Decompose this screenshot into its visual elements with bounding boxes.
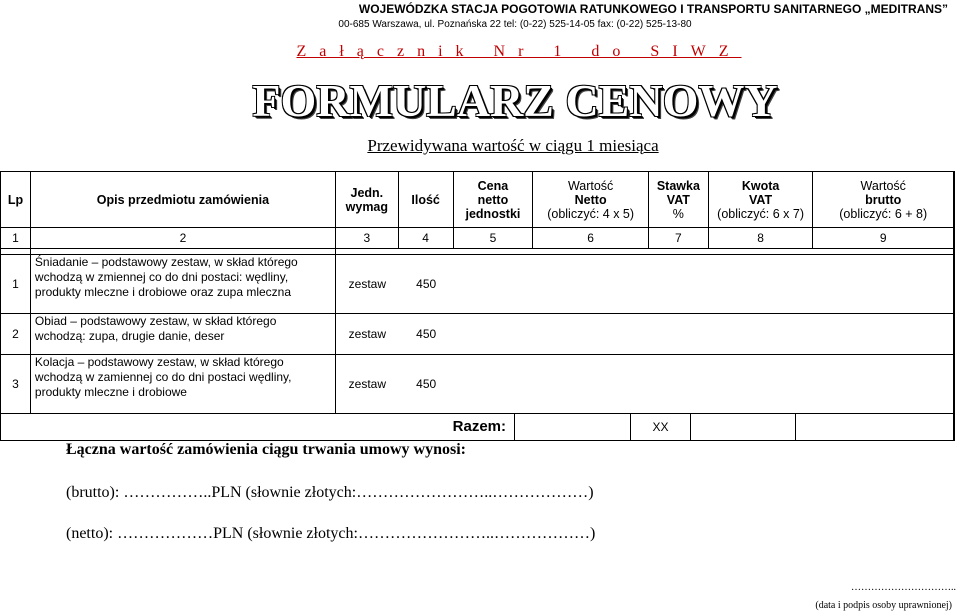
header-kwota-l3: (obliczyć: 6 x 7) — [717, 206, 805, 221]
total-value-label: Łączna wartość zamówienia ciągu trwania umowy wynosi: — [66, 441, 466, 458]
row-description — [31, 255, 336, 313]
header-wn-l1: Wartość — [567, 178, 614, 193]
spacer-cell — [454, 249, 534, 254]
header-stawka-vat — [649, 172, 709, 227]
spacer-cell — [709, 249, 814, 254]
header-wb-l2: brutto — [865, 192, 902, 207]
desc-line: Kolacja – podstawowy zestaw, w skład którego — [34, 355, 284, 369]
row-lp: 2 — [1, 314, 31, 354]
header-wartosc-netto — [533, 172, 649, 227]
header-ilosc: Ilość — [399, 172, 454, 227]
row-vat-amount-cell — [709, 355, 814, 413]
header-kwota-vat — [709, 172, 814, 227]
header-jedn-l1: Jedn. — [350, 185, 384, 200]
spacer-cell — [1, 249, 31, 254]
spacer-cell — [813, 249, 953, 254]
page-subtitle: Przewidywana wartość w ciągu 1 miesiąca — [367, 136, 659, 155]
header-lp: Lp — [1, 172, 31, 227]
col-number: 3 — [336, 228, 399, 248]
col-number: 8 — [709, 228, 814, 248]
header-cena-l1: Cena — [477, 178, 509, 193]
table-header-row — [1, 172, 953, 228]
desc-line: wchodzą: zupa, drugie danie, deser — [34, 329, 225, 343]
header-cena-l2: netto — [477, 192, 509, 207]
col-number: 5 — [454, 228, 534, 248]
header-wn-l3: (obliczyć: 4 x 5) — [547, 206, 635, 221]
header-wn-l2: Netto — [574, 192, 607, 207]
row-price-cell — [454, 314, 534, 354]
table-row — [1, 314, 953, 355]
row-description — [31, 355, 336, 413]
razem-vat-rate: XX — [631, 414, 691, 440]
row-lp: 3 — [1, 355, 31, 413]
razem-label: Razem: — [1, 414, 515, 440]
desc-line: produkty mleczne i drobiowe oraz zupa mleczna — [34, 285, 292, 299]
table-row — [1, 255, 953, 314]
table-row — [1, 355, 953, 414]
row-vat-rate-cell — [649, 355, 709, 413]
row-net-value-cell — [533, 314, 649, 354]
spacer-cell — [31, 249, 336, 254]
header-kwota-l2: VAT — [749, 192, 773, 207]
col-number: 1 — [1, 228, 31, 248]
header-cena-l3: jednostki — [465, 206, 521, 221]
row-gross-value-cell — [813, 255, 953, 313]
spacer-cell — [336, 249, 399, 254]
desc-line: produkty mleczne i drobiowe — [34, 385, 187, 399]
header-stawka-l3: % — [672, 206, 684, 221]
row-price-cell — [454, 255, 534, 313]
signature-label: (data i podpis osoby uprawnionej) — [815, 600, 952, 611]
header-wb-l3: (obliczyć: 6 + 8) — [839, 206, 928, 221]
header-cena — [454, 172, 534, 227]
row-net-value-cell — [533, 355, 649, 413]
institution-name: WOJEWÓDZKA STACJA POGOTOWIA RATUNKOWEGO I TRANSPORTU SANITARNEGO „MEDITRANS” — [358, 2, 948, 16]
col-number: 9 — [879, 231, 887, 245]
header-jedn-l2: wymag — [345, 199, 389, 214]
institution-address: 00-685 Warszawa, ul. Poznańska 22 tel: (0-22) 525-14-05 fax: (0-22) 525-13-80 — [338, 19, 692, 30]
header-opis: Opis przedmiotu zamówienia — [31, 172, 336, 227]
row-description — [31, 314, 336, 354]
header-kwota-l1: Kwota — [741, 178, 780, 193]
header-stawka-l2: VAT — [666, 192, 690, 207]
row-price-cell — [454, 355, 534, 413]
row-unit: zestaw — [348, 277, 387, 291]
row-qty: 450 — [416, 327, 437, 341]
row-gross-value-cell — [813, 314, 953, 354]
total-row — [1, 414, 953, 440]
spacer-cell — [533, 249, 649, 254]
attachment-label: Załącznik Nr 1 do SIWZ — [296, 43, 742, 60]
price-table — [0, 171, 955, 441]
row-qty: 450 — [416, 277, 437, 291]
col-number: 2 — [31, 228, 336, 248]
brutto-line: (brutto): ……………..PLN (słownie złotych:……………………..………………) — [66, 484, 594, 501]
row-unit: zestaw — [348, 327, 387, 341]
header-wb-l1: Wartość — [860, 178, 906, 193]
razem-vat-amount-cell — [691, 414, 796, 440]
row-net-value-cell — [533, 255, 649, 313]
row-unit: zestaw — [348, 377, 387, 391]
page-title: FORMULARZ CENOWY — [252, 75, 778, 126]
razem-net-cell — [515, 414, 631, 440]
header-wartosc-brutto — [813, 172, 953, 227]
row-vat-amount-cell — [709, 314, 814, 354]
column-number-row — [1, 228, 953, 249]
col-number: 4 — [399, 228, 454, 248]
netto-line: (netto): ………………PLN (słownie złotych:……………………..………………) — [66, 525, 596, 542]
desc-line: wchodzą w zmiennej co do dni postaci: wędliny, — [34, 270, 289, 284]
spacer-cell — [399, 249, 454, 254]
col-number: 7 — [649, 228, 709, 248]
signature-dots: ………………………….. — [851, 582, 956, 593]
desc-line: wchodzą w zamiennej co do dni postaci wędliny, — [34, 370, 292, 384]
desc-line: Śniadanie – podstawowy zestaw, w skład którego — [34, 255, 298, 269]
row-qty: 450 — [416, 377, 437, 391]
header-jedn — [336, 172, 399, 227]
row-vat-amount-cell — [709, 255, 814, 313]
spacer-cell — [649, 249, 709, 254]
row-gross-value-cell — [813, 355, 953, 413]
row-vat-rate-cell — [649, 255, 709, 313]
row-vat-rate-cell — [649, 314, 709, 354]
row-lp: 1 — [1, 255, 31, 313]
razem-gross-cell — [796, 414, 936, 440]
header-stawka-l1: Stawka — [656, 178, 700, 193]
col-number: 6 — [533, 228, 649, 248]
desc-line: Obiad – podstawowy zestaw, w skład którego — [34, 314, 277, 328]
